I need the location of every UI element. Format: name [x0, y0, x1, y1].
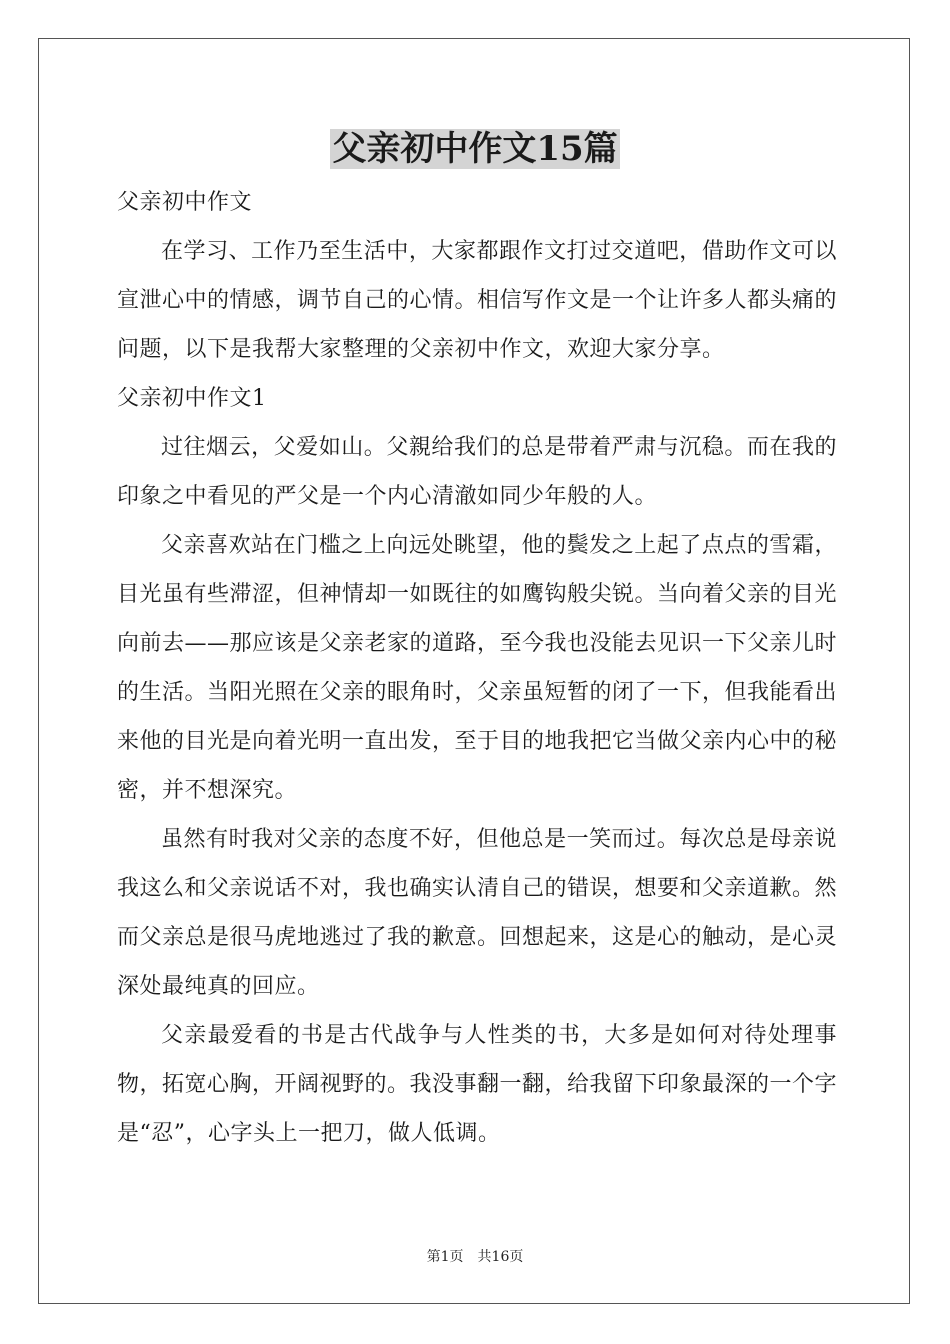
- section-heading: 父亲初中作文1: [117, 386, 267, 411]
- paragraph: 父亲喜欢站在门槛之上向远处眺望，他的鬓发之上起了点点的雪霜，目光虽有些滞涩，但神情却一如既往的如鹰钩般尖锐。当向着父亲的目光向前去——那应该是父亲老家的道路，至今我也没能去见识一下父亲儿时的生活。当阳光照在父亲的眼角时，父亲虽短暂的闭了一下，但我能看出来他的目光是向着光明一直出发，至于目的地我把它当做父亲内心中的秘密，并不想深究。: [117, 533, 838, 803]
- section-heading: 父亲初中作文: [117, 190, 253, 215]
- document-body: [117, 178, 837, 1158]
- paragraph: 过往烟云，父爱如山。父親给我们的总是带着严肃与沉稳。而在我的印象之中看见的严父是一个内心清澈如同少年般的人。: [117, 435, 837, 509]
- page-total: 共16页: [477, 1249, 524, 1265]
- paragraph: 父亲最爱看的书是古代战争与人性类的书，大多是如何对待处理事物，拓宽心胸，开阔视野的。我没事翻一翻，给我留下印象最深的一个字是“忍”，心字头上一把刀，做人低调。: [117, 1023, 838, 1146]
- paragraph: 在学习、工作乃至生活中，大家都跟作文打过交道吧，借助作文可以宣泄心中的情感，调节自己的心情。相信写作文是一个让许多人都头痛的问题，以下是我帮大家整理的父亲初中作文，欢迎大家分享。: [117, 239, 838, 362]
- page-number: 第1页: [426, 1249, 464, 1265]
- document-title-text: 父亲初中作文15篇: [332, 129, 618, 169]
- paragraph: 虽然有时我对父亲的态度不好，但他总是一笑而过。每次总是母亲说我这么和父亲说话不对，我也确实认清自己的错误，想要和父亲道歉。然而父亲总是很马虎地逃过了我的歉意。回想起来，这是心的触动，是心灵深处最纯真的回应。: [117, 827, 838, 999]
- document-title: [0, 126, 950, 172]
- page-footer: [0, 1246, 950, 1266]
